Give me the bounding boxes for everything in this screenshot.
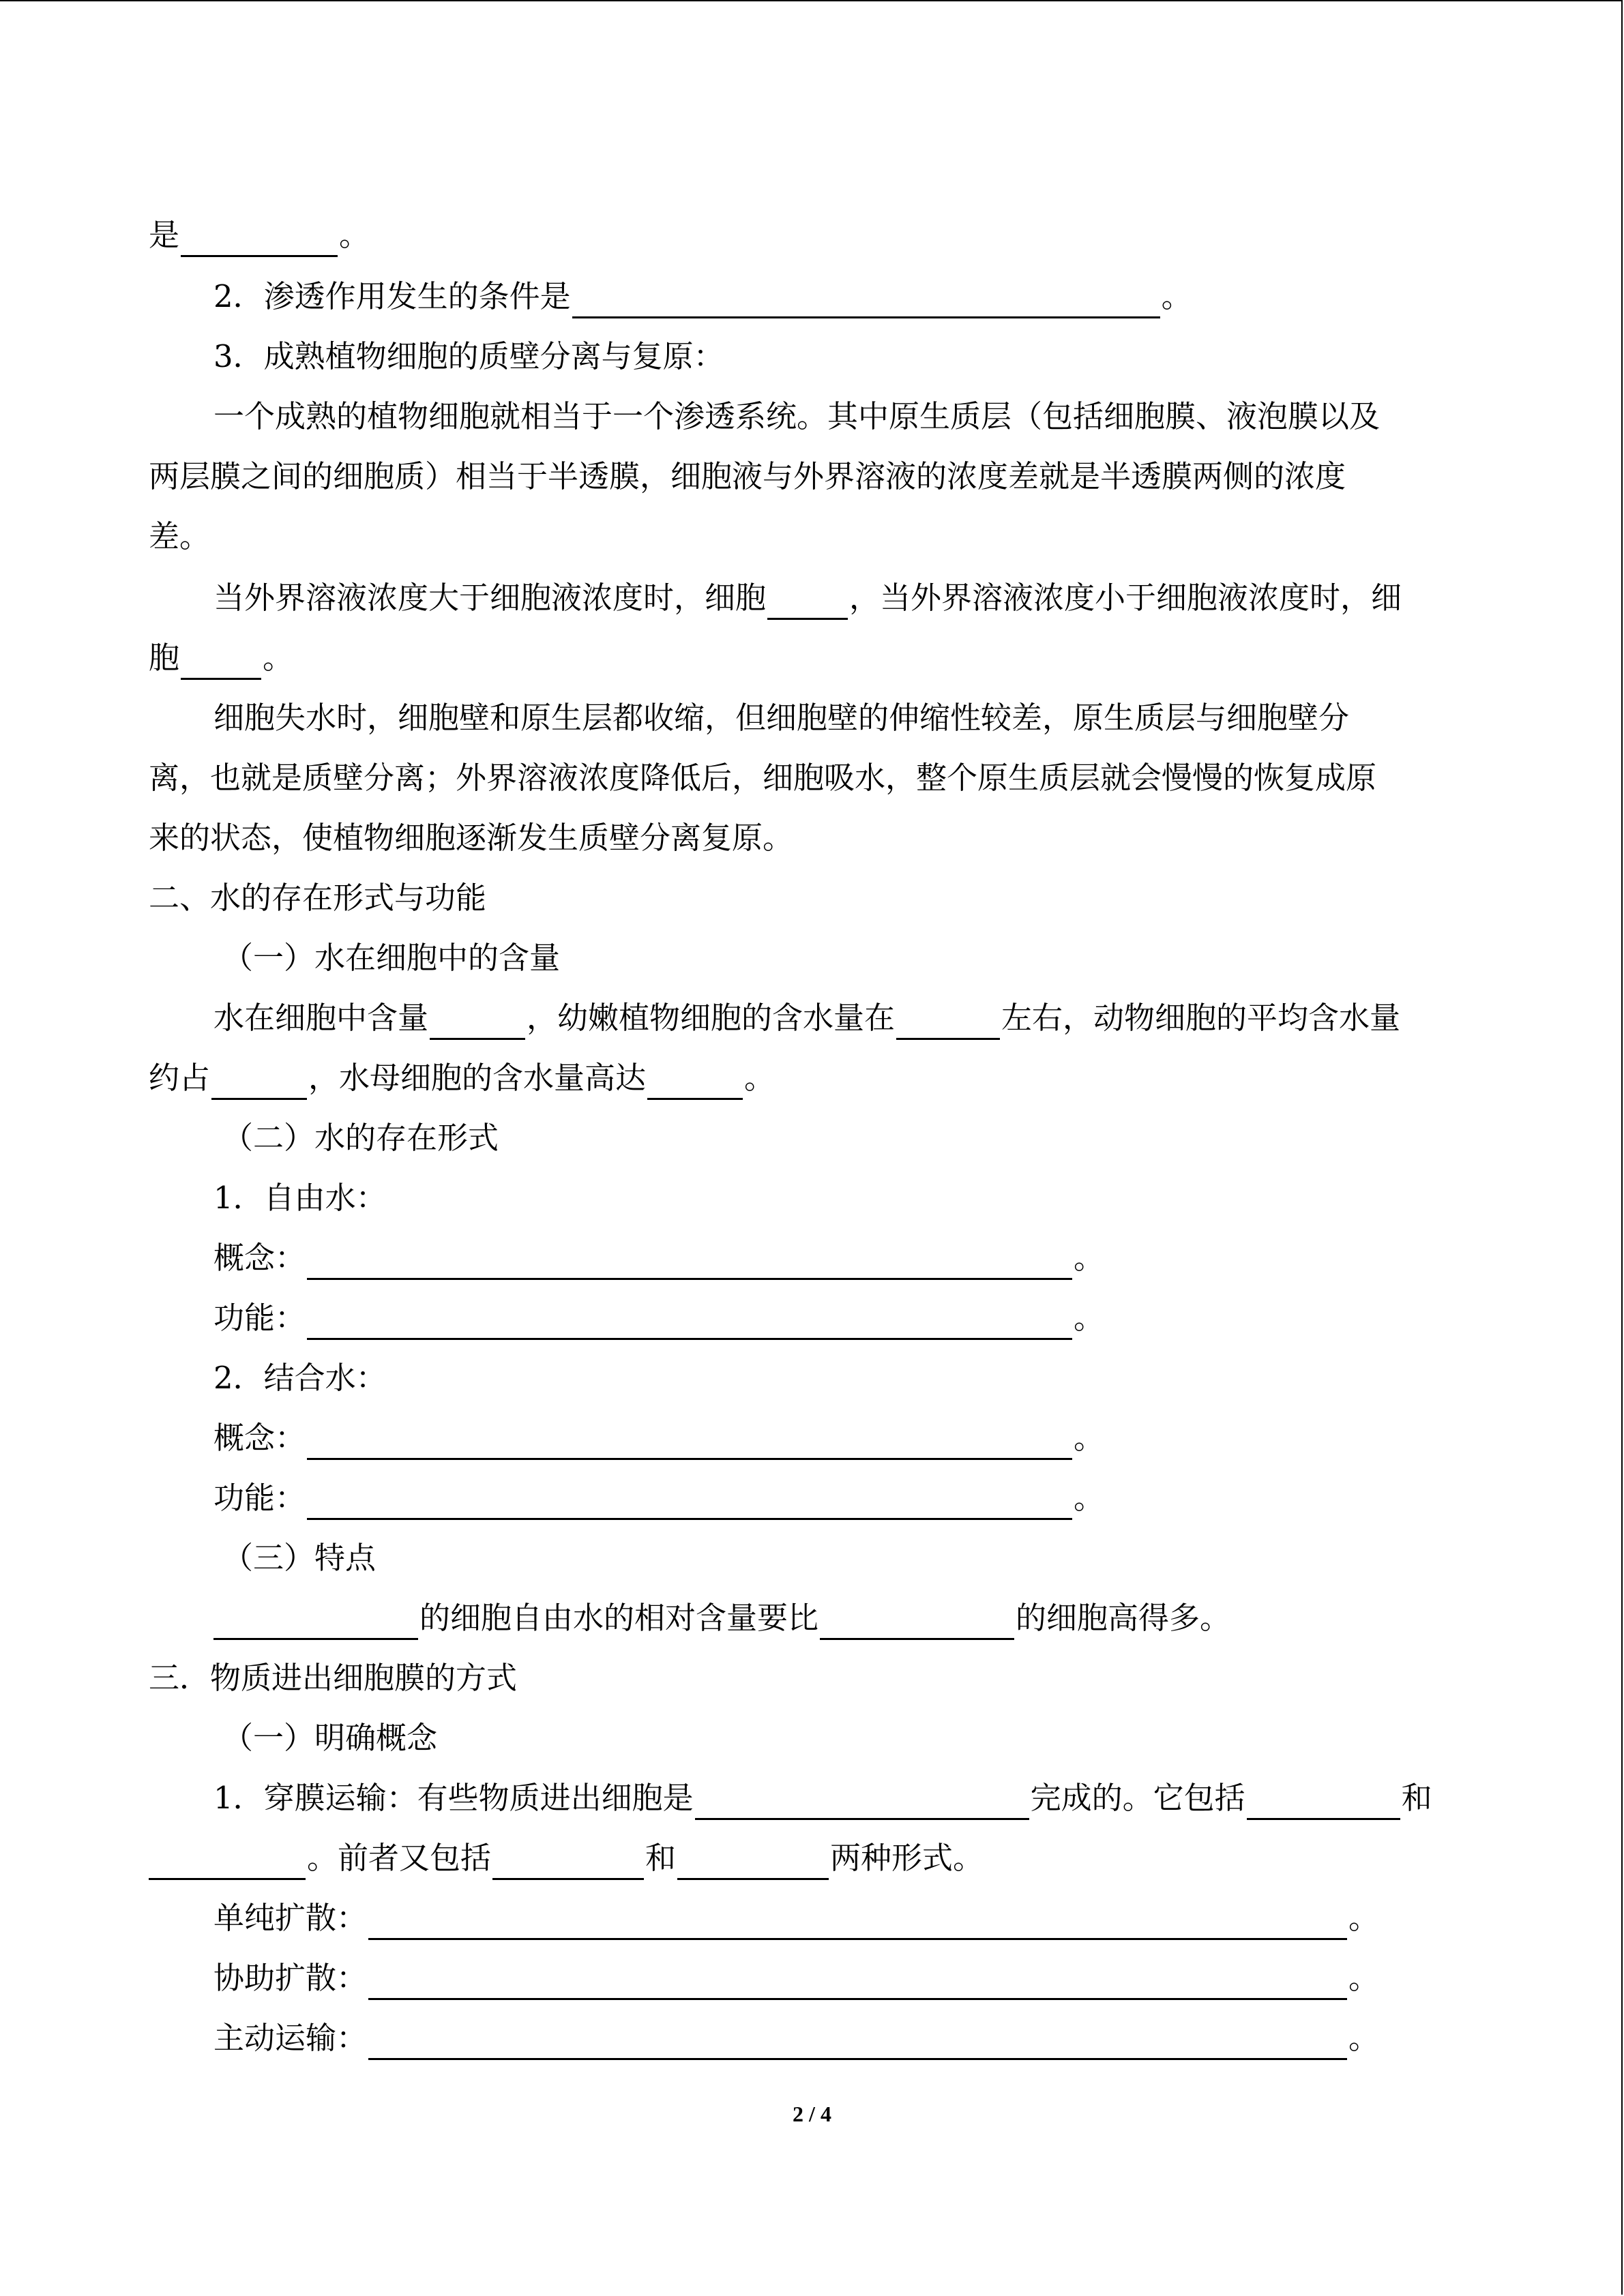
subsection-heading bbox=[222, 936, 1549, 980]
text-line bbox=[149, 816, 1475, 860]
line-text: 和 bbox=[645, 1840, 677, 1876]
fill-blank[interactable] bbox=[213, 1605, 418, 1640]
fill-blank[interactable] bbox=[307, 1245, 1072, 1280]
subsection-heading bbox=[222, 1536, 1549, 1580]
line-text: 完成的。它包括 bbox=[1030, 1780, 1245, 1816]
line-text: 。 bbox=[1074, 1240, 1105, 1276]
fill-blank[interactable] bbox=[307, 1485, 1072, 1520]
text-line bbox=[213, 275, 1540, 318]
text-line bbox=[213, 1956, 1540, 2000]
line-text: 的细胞高得多。 bbox=[1016, 1600, 1231, 1636]
text-line bbox=[149, 515, 1475, 558]
line-text: ，水母细胞的含水量高达 bbox=[308, 1060, 647, 1096]
line-text: ，幼嫩植物细胞的含水量在 bbox=[527, 1000, 896, 1036]
text-line bbox=[149, 756, 1475, 800]
fill-blank[interactable] bbox=[149, 1845, 306, 1880]
fill-blank[interactable] bbox=[492, 1845, 644, 1880]
text-line bbox=[149, 1836, 1475, 1880]
text-line bbox=[149, 455, 1475, 498]
text-line bbox=[213, 335, 1540, 378]
text-line bbox=[213, 696, 1540, 740]
text-line bbox=[213, 395, 1540, 438]
fill-blank[interactable] bbox=[896, 1005, 1000, 1040]
subsection-heading bbox=[222, 1716, 1549, 1760]
line-text: 1．自由水： bbox=[213, 1180, 387, 1216]
fill-blank[interactable] bbox=[307, 1305, 1072, 1340]
line-text: 。 bbox=[1161, 278, 1192, 314]
line-text: 2．结合水： bbox=[213, 1360, 387, 1396]
text-line bbox=[213, 1476, 1540, 1520]
line-text: 2．渗透作用发生的条件是 bbox=[213, 278, 571, 314]
line-text: 。前者又包括 bbox=[307, 1840, 492, 1876]
line-text: （三）特点 bbox=[222, 1540, 377, 1576]
text-line bbox=[213, 1776, 1540, 1820]
page-number: 2 / 4 bbox=[793, 2102, 831, 2126]
text-line bbox=[213, 576, 1540, 620]
fill-blank[interactable] bbox=[181, 222, 338, 257]
line-text: 的细胞自由水的相对含量要比 bbox=[419, 1600, 819, 1636]
text-line bbox=[213, 996, 1540, 1040]
line-text: 。 bbox=[1074, 1420, 1105, 1456]
line-text: 三．物质进出细胞膜的方式 bbox=[149, 1660, 518, 1696]
line-text: 。 bbox=[1074, 1300, 1105, 1336]
text-line bbox=[213, 1356, 1540, 1400]
line-text: 是 bbox=[149, 217, 180, 253]
line-text: 主动运输： bbox=[213, 2020, 368, 2056]
text-line bbox=[213, 2016, 1540, 2060]
section-heading bbox=[149, 1656, 1475, 1700]
line-text: 离，也就是质壁分离；外界溶液浓度降低后，细胞吸水，整个原生质层就会慢慢的恢复成原 bbox=[149, 760, 1377, 796]
fill-blank[interactable] bbox=[647, 1065, 743, 1100]
fill-blank[interactable] bbox=[211, 1065, 307, 1100]
line-text: （一）明确概念 bbox=[222, 1720, 438, 1756]
line-text: 当外界溶液浓度大于细胞液浓度时，细胞 bbox=[213, 580, 767, 616]
section-heading bbox=[149, 876, 1475, 920]
line-text: 单纯扩散： bbox=[213, 1900, 368, 1936]
line-text: 左右，动物细胞的平均含水量 bbox=[1001, 1000, 1401, 1036]
text-line bbox=[149, 636, 1475, 680]
line-text: 两种形式。 bbox=[830, 1840, 984, 1876]
line-text: 功能： bbox=[213, 1480, 306, 1516]
fill-blank[interactable] bbox=[368, 1905, 1347, 1940]
line-text: 。 bbox=[1348, 2020, 1380, 2056]
text-line bbox=[213, 1596, 1540, 1640]
line-text: （二）水的存在形式 bbox=[222, 1120, 499, 1156]
text-line bbox=[213, 1296, 1540, 1340]
line-text: 和 bbox=[1401, 1780, 1432, 1816]
text-line bbox=[213, 1416, 1540, 1460]
line-text: 二、水的存在形式与功能 bbox=[149, 880, 487, 916]
fill-blank[interactable] bbox=[1247, 1785, 1400, 1820]
fill-blank[interactable] bbox=[572, 284, 1160, 318]
fill-blank[interactable] bbox=[307, 1425, 1072, 1460]
line-text: 3．成熟植物细胞的质壁分离与复原： bbox=[213, 338, 724, 374]
fill-blank[interactable] bbox=[767, 585, 848, 620]
fill-blank[interactable] bbox=[677, 1845, 829, 1880]
line-text: 。 bbox=[1074, 1480, 1105, 1516]
fill-blank[interactable] bbox=[368, 1965, 1347, 2000]
line-text: 。 bbox=[1348, 1900, 1380, 1936]
text-line bbox=[149, 213, 1475, 257]
line-text: 功能： bbox=[213, 1300, 306, 1336]
fill-blank[interactable] bbox=[181, 645, 261, 680]
fill-blank[interactable] bbox=[820, 1605, 1014, 1640]
line-text: 一个成熟的植物细胞就相当于一个渗透系统。其中原生质层（包括细胞膜、液泡膜以及 bbox=[213, 398, 1381, 434]
line-text: 两层膜之间的细胞质）相当于半透膜，细胞液与外界溶液的浓度差就是半透膜两侧的浓度 bbox=[149, 458, 1346, 494]
text-line bbox=[213, 1896, 1540, 1940]
line-text: 协助扩散： bbox=[213, 1960, 368, 1996]
line-text: 。 bbox=[339, 217, 370, 253]
text-line bbox=[213, 1176, 1540, 1220]
line-text: 胞 bbox=[149, 640, 180, 676]
subsection-heading bbox=[222, 1116, 1549, 1160]
line-text: 差。 bbox=[149, 518, 211, 554]
line-text: 。 bbox=[263, 640, 294, 676]
text-line bbox=[149, 1056, 1475, 1100]
line-text: （一）水在细胞中的含量 bbox=[222, 940, 561, 976]
line-text: 来的状态，使植物细胞逐渐发生质壁分离复原。 bbox=[149, 820, 794, 856]
line-text: 概念： bbox=[213, 1420, 306, 1456]
fill-blank[interactable] bbox=[695, 1785, 1029, 1820]
line-text: 。 bbox=[1348, 1960, 1380, 1996]
fill-blank[interactable] bbox=[368, 2025, 1347, 2060]
text-line bbox=[213, 1236, 1540, 1280]
line-text: 细胞失水时，细胞壁和原生层都收缩，但细胞壁的伸缩性较差，原生质层与细胞壁分 bbox=[213, 700, 1350, 736]
line-text: 约占 bbox=[149, 1060, 211, 1096]
line-text: 水在细胞中含量 bbox=[213, 1000, 429, 1036]
line-text: 1．穿膜运输：有些物质进出细胞是 bbox=[213, 1780, 694, 1816]
fill-blank[interactable] bbox=[430, 1005, 525, 1040]
line-text: 。 bbox=[744, 1060, 776, 1096]
line-text: ，当外界溶液浓度小于细胞液浓度时，细 bbox=[849, 580, 1402, 616]
line-text: 概念： bbox=[213, 1240, 306, 1276]
